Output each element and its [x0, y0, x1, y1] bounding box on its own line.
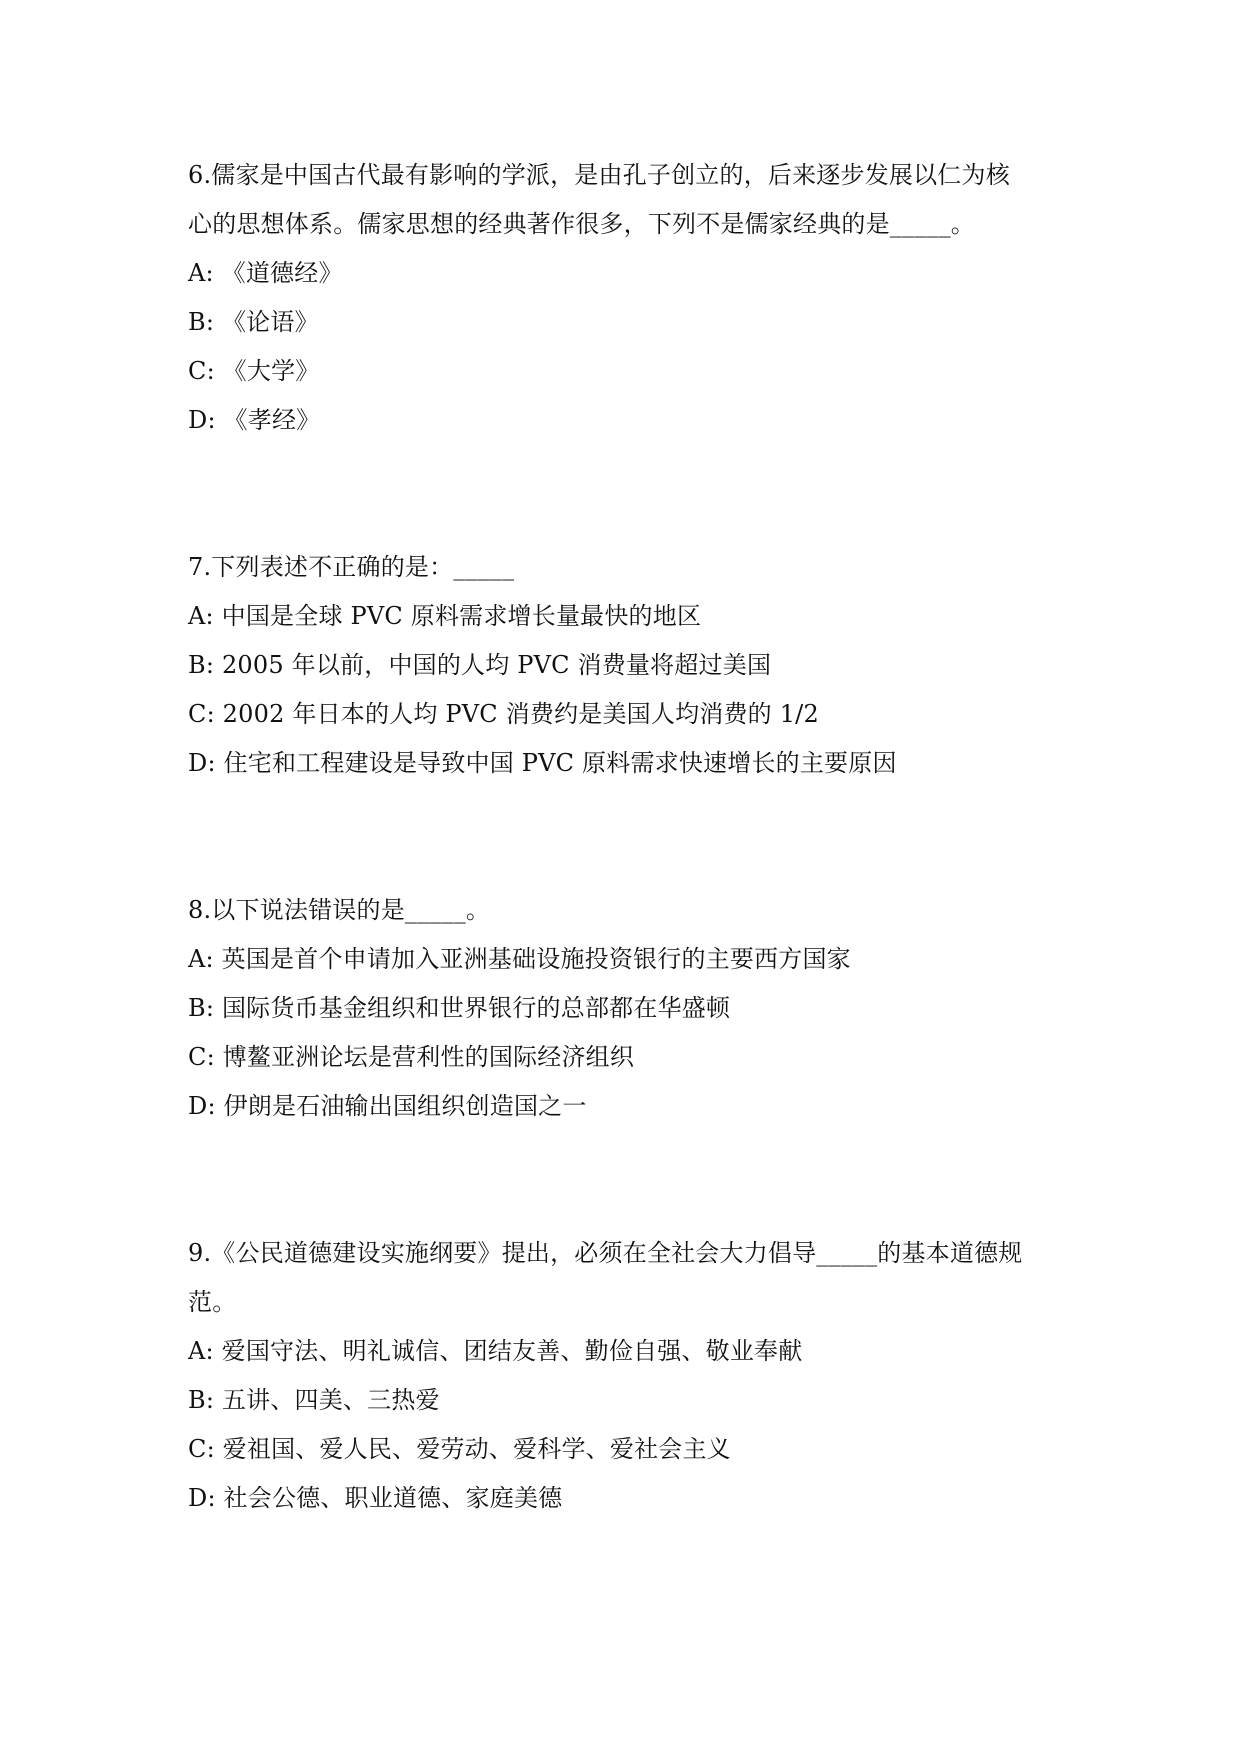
option-a: A: 英国是首个申请加入亚洲基础设施投资银行的主要西方国家 — [188, 945, 851, 973]
option-a: A: 中国是全球 PVC 原料需求增长量最快的地区 — [188, 602, 702, 630]
option-d: D: 伊朗是石油输出国组织创造国之一 — [188, 1092, 587, 1120]
option-c: C: 2002 年日本的人均 PVC 消费约是美国人均消费的 1/2 — [188, 700, 819, 728]
option-b: B: 《论语》 — [188, 308, 319, 336]
option-b: B: 五讲、四美、三热爱 — [188, 1386, 440, 1414]
option-d: D: 住宅和工程建设是导致中国 PVC 原料需求快速增长的主要原因 — [188, 749, 897, 777]
option-b: B: 2005 年以前，中国的人均 PVC 消费量将超过美国 — [188, 651, 772, 679]
option-a: A: 爱国守法、明礼诚信、团结友善、勤俭自强、敬业奉献 — [188, 1337, 803, 1365]
option-b: B: 国际货币基金组织和世界银行的总部都在华盛顿 — [188, 994, 731, 1022]
option-d: D: 社会公德、职业道德、家庭美德 — [188, 1484, 563, 1512]
question-9 — [188, 1229, 1068, 1523]
question-stem-line: 6.儒家是中国古代最有影响的学派，是由孔子创立的，后来逐步发展以仁为核 — [188, 161, 1010, 189]
question-stem-line: 心的思想体系。儒家思想的经典著作很多，下列不是儒家经典的是_____。 — [188, 210, 975, 238]
question-stem-line: 8.以下说法错误的是_____。 — [188, 896, 491, 924]
option-c: C: 博鳌亚洲论坛是营利性的国际经济组织 — [188, 1043, 635, 1071]
question-stem-line: 范。 — [188, 1288, 237, 1316]
question-6 — [188, 151, 1068, 445]
question-stem-line: 7.下列表述不正确的是：_____ — [188, 553, 515, 581]
option-a: A: 《道德经》 — [188, 259, 343, 287]
question-8 — [188, 886, 1068, 1131]
option-c: C: 《大学》 — [188, 357, 320, 385]
question-stem-line: 9.《公民道德建设实施纲要》提出，必须在全社会大力倡导_____的基本道德规 — [188, 1239, 1023, 1267]
option-c: C: 爱祖国、爱人民、爱劳动、爱科学、爱社会主义 — [188, 1435, 731, 1463]
question-7 — [188, 543, 1068, 788]
option-d: D: 《孝经》 — [188, 406, 321, 434]
